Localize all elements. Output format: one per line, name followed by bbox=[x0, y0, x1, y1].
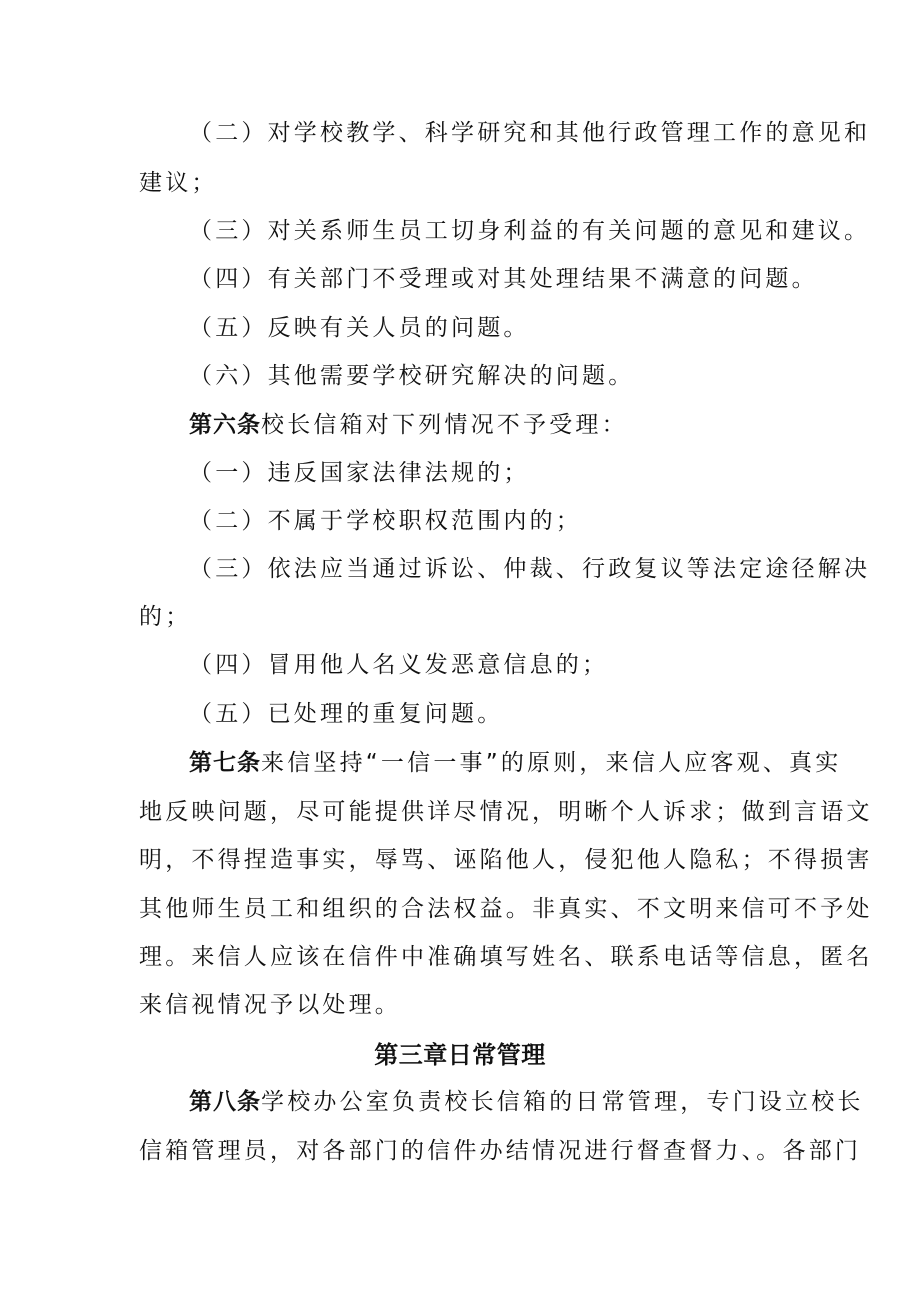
article-7-line-6: 来信视情况予以处理。 bbox=[139, 992, 401, 1018]
article-6-title: 第六条 bbox=[189, 412, 261, 438]
article-8 bbox=[0, 1087, 920, 1117]
clause-3: （三）对关系师生员工切身利益的有关问题的意见和建议。 bbox=[189, 218, 871, 244]
article-7-text: 来信坚持“一信一事”的原则，来信人应客观、真实 bbox=[261, 750, 842, 776]
exclusion-3-line: （三）依法应当通过诉讼、仲裁、行政复议等法定途径解决 bbox=[189, 556, 871, 582]
clause-2-continuation: 建议； bbox=[139, 170, 218, 196]
exclusion-3-continuation: 的； bbox=[139, 604, 192, 630]
clause-4: （四）有关部门不受理或对其处理结果不满意的问题。 bbox=[189, 266, 818, 292]
exclusion-5: （五）已处理的重复问题。 bbox=[189, 701, 504, 727]
exclusion-1: （一）违反国家法律法规的； bbox=[189, 460, 530, 486]
clause-6: （六）其他需要学校研究解决的问题。 bbox=[189, 363, 635, 389]
exclusion-2: （二）不属于学校职权范围内的； bbox=[189, 508, 582, 534]
chapter-heading: 第三章日常管理 bbox=[374, 1041, 546, 1069]
article-8-line-2: 信箱管理员，对各部门的信件办结情况进行督查督力、。各部门 bbox=[139, 1138, 862, 1164]
article-7-title: 第七条 bbox=[189, 750, 261, 776]
article-7-line-3: 明，不得捏造事实，辱骂、诬陷他人，侵犯他人隐私；不得损害 bbox=[139, 847, 873, 873]
clause-2-line: （二）对学校教学、科学研究和其他行政管理工作的意见和 bbox=[189, 120, 871, 146]
exclusion-4: （四）冒用他人名义发恶意信息的； bbox=[189, 652, 609, 678]
article-7-line-2: 地反映问题，尽可能提供详尽情况，明晰个人诉求；做到言语文 bbox=[139, 799, 873, 825]
article-7-line-4: 其他师生员工和组织的合法权益。非真实、不文明来信可不予处 bbox=[139, 896, 873, 922]
article-7 bbox=[0, 748, 920, 778]
article-6-text: 校长信箱对下列情况不予受理： bbox=[261, 412, 628, 438]
clause-5: （五）反映有关人员的问题。 bbox=[189, 315, 530, 341]
article-6 bbox=[0, 410, 920, 440]
article-8-title: 第八条 bbox=[189, 1089, 261, 1115]
article-8-text: 学校办公室负责校长信箱的日常管理，专门设立校长 bbox=[261, 1089, 864, 1115]
article-7-line-5: 理。来信人应该在信件中准确填写姓名、联系电话等信息，匿名 bbox=[139, 944, 873, 970]
